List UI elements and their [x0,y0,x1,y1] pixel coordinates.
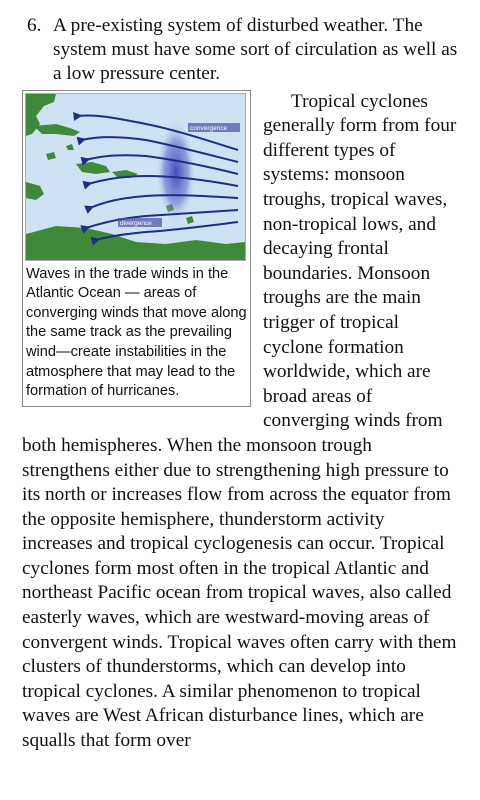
divergence-label: divergence [120,219,152,227]
list-item-6 [22,14,458,87]
body-section [22,90,458,754]
figure-caption: Waves in the trade winds in the Atlantic Ocean — areas of converging winds that move along the same track as the prevailing wind—create instabilities in the atmosphere that may lead to the formation of hurricanes. [26,265,247,400]
trade-winds-map-image [26,94,245,260]
convergence-label: convergence [190,124,228,132]
body-paragraph: Tropical cyclones generally form from four different types of systems: monsoon troughs, tropical waves, non-tropical lows, and decaying frontal boundaries. Monsoon troughs are the main trigger of tropical cyclone formation worldwide, which are broad areas of converging winds from both hemispheres. When the monsoon trough strengthens either due to strengthening high pressure to its north or increases flow from across the equator from the opposite hemisphere, thunderstorm activity increases and tropical cyclogenesis can occur. Tropical cyclones form most often in the tropical Atlantic and northeast Pacific ocean from tropical waves, also called easterly waves, which are westward-moving areas of convergent winds. Tropical waves often carry with them clusters of thunderstorms, which can develop into tropical cyclones. A similar phenomenon to tropical waves are West African disturbance lines, which are squalls that form over [22,90,457,752]
list-item-number: 6. [27,15,42,36]
list-item-text: A pre-existing system of disturbed weather. The system must have some sort of circulation as well as a low pressure center. [53,15,458,85]
trade-winds-figure [22,90,251,407]
trade-winds-map [25,93,246,261]
document-page [22,14,458,754]
